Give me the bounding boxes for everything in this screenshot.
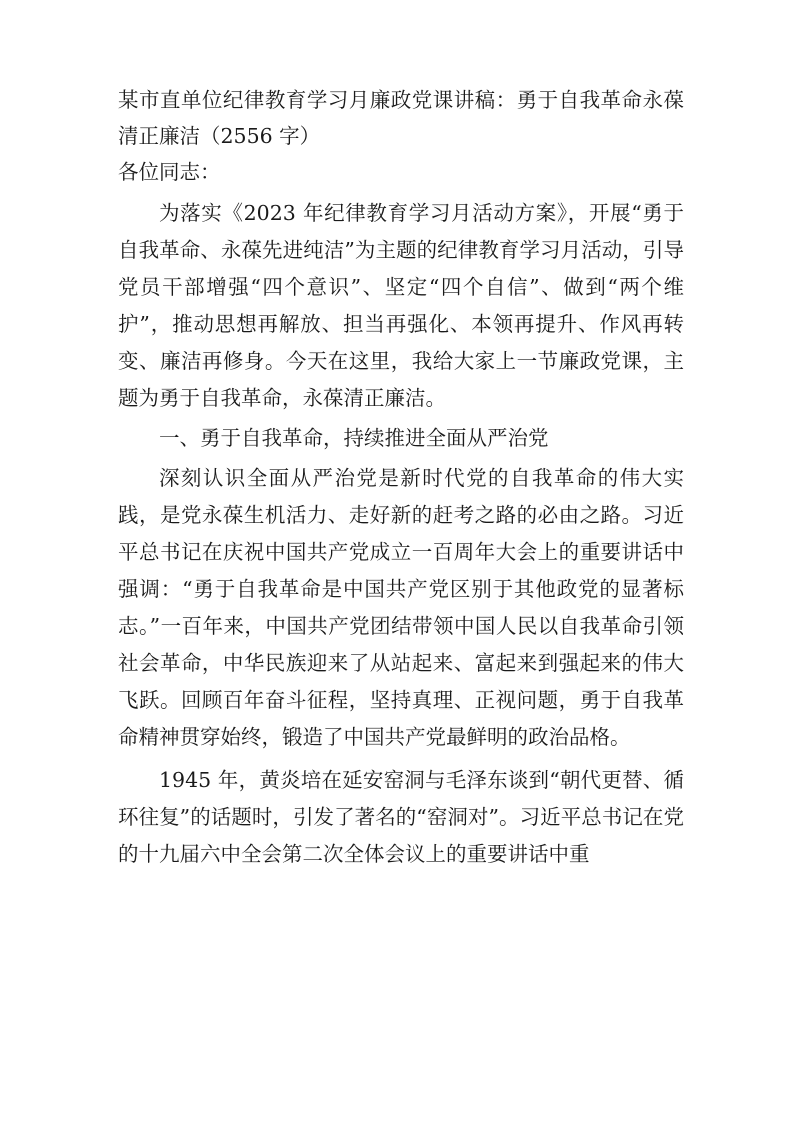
paragraph-body: 深刻认识全面从严治党是新时代党的自我革命的伟大实践，是党永葆生机活力、走好新的赶考之路的必由之路。习近平总书记在庆祝中国共产党成立一百周年大会上的重要讲话中强调：“勇于自我革命是中国共产党区别于其他政党的显著标志。”一百年来，中国共产党团结带领中国人民以自我革命引领社会革命，中华民族迎来了从站起来、富起来到强起来的伟大飞跃。回顾百年奋斗征程，坚持真理、正视问题，勇于自我革命精神贯穿始终，锻造了中国共产党最鲜明的政治品格。 [118, 466, 684, 749]
section-heading: 一、勇于自我革命，持续推进全面从严治党 [159, 426, 549, 450]
document-page [118, 82, 684, 876]
document-title: 某市直单位纪律教育学习月廉政党课讲稿：勇于自我革命永葆清正廉洁（2556 字） [118, 88, 684, 148]
greeting: 各位同志： [118, 160, 221, 184]
paragraph-intro: 为落实《2023 年纪律教育学习月活动方案》，开展“勇于自我革命、永葆先进纯洁”为主题的纪律教育学习月活动，引导党员干部增强“四个意识”、坚定“四个自信”、做到“两个维护”，推动思想再解放、担当再强化、本领再提升、作风再转变、廉洁再修身。今天在这里，我给大家上一节廉政党课，主题为勇于自我革命，永葆清正廉洁。 [118, 201, 684, 410]
paragraph-body: 1945 年，黄炎培在延安窑洞与毛泽东谈到“朝代更替、循环往复”的话题时，引发了著名的“窑洞对”。习近平总书记在党的十九届六中全会第二次全体会议上的重要讲话中重 [118, 768, 684, 866]
